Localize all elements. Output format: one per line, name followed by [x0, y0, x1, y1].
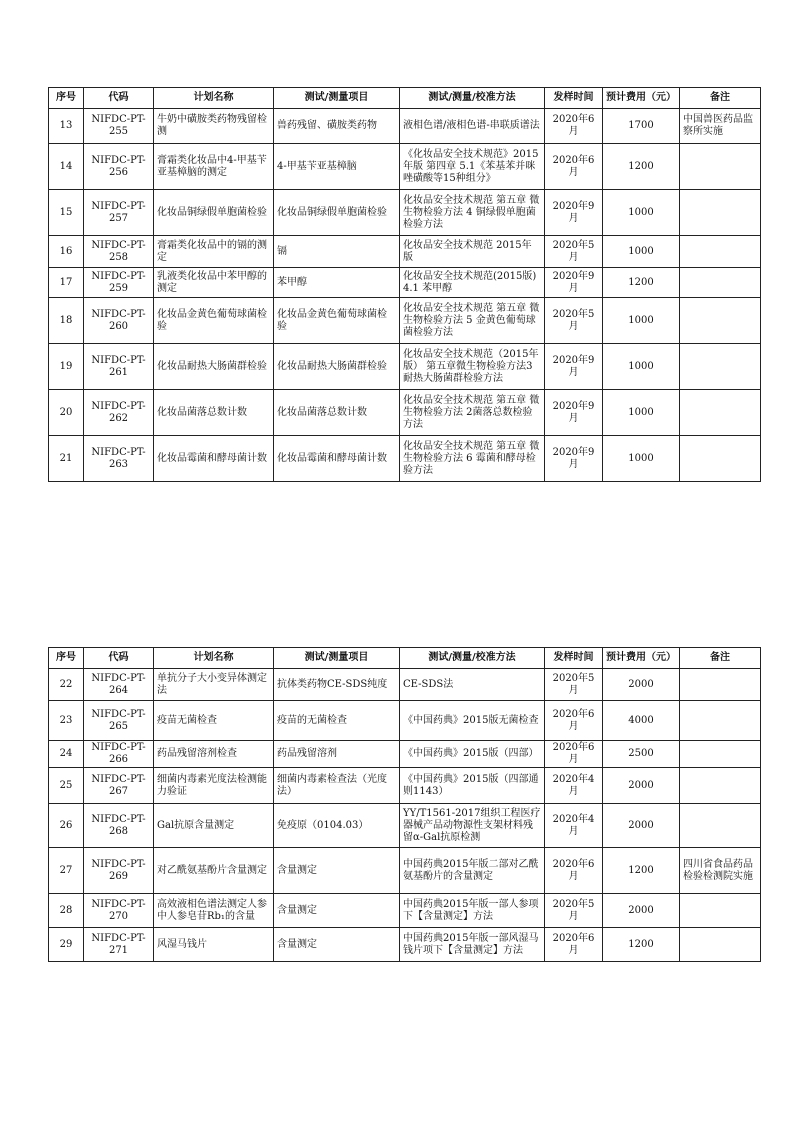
cell-code: NIFDC-PT-265	[84, 701, 154, 741]
cell-test-item: 化妆品霉菌和酵母菌计数	[274, 436, 400, 482]
cell-test-item: 4-甲基苄亚基樟脑	[274, 144, 400, 190]
cell-seq: 25	[49, 768, 84, 804]
cell-code: NIFDC-PT-261	[84, 344, 154, 390]
cell-plan-name: 化妆品耐热大肠菌群检验	[154, 344, 274, 390]
cell-fee: 1000	[603, 190, 680, 236]
cell-code: NIFDC-PT-259	[84, 268, 154, 298]
table-row	[49, 390, 761, 436]
cell-ship-date: 2020年9月	[545, 344, 603, 390]
cell-ship-date: 2020年9月	[545, 390, 603, 436]
cell-note	[680, 436, 761, 482]
header-fee: 预计费用（元）	[603, 88, 680, 109]
cell-test-item: 含量测定	[274, 928, 400, 962]
table-row	[49, 894, 761, 928]
cell-note: 四川省食品药品检验检测院实施	[680, 848, 761, 894]
cell-ship-date: 2020年6月	[545, 144, 603, 190]
cell-fee: 1200	[603, 848, 680, 894]
cell-ship-date: 2020年9月	[545, 436, 603, 482]
cell-note	[680, 344, 761, 390]
cell-method: 中国药典2015年版一部人参项下【含量测定】方法	[400, 894, 545, 928]
cell-test-item: 含量测定	[274, 894, 400, 928]
cell-note	[680, 298, 761, 344]
cell-code: NIFDC-PT-260	[84, 298, 154, 344]
cell-code: NIFDC-PT-268	[84, 804, 154, 848]
cell-seq: 22	[49, 669, 84, 701]
cell-plan-name: 药品残留溶剂检查	[154, 741, 274, 768]
cell-fee: 1200	[603, 268, 680, 298]
cell-plan-name: 化妆品金黄色葡萄球菌检验	[154, 298, 274, 344]
cell-seq: 23	[49, 701, 84, 741]
header-ship-date: 发样时间	[545, 88, 603, 109]
cell-method: 《中国药典》2015版（四部通则1143）	[400, 768, 545, 804]
cell-ship-date: 2020年6月	[545, 701, 603, 741]
cell-seq: 18	[49, 298, 84, 344]
cell-ship-date: 2020年5月	[545, 894, 603, 928]
cell-fee: 2000	[603, 804, 680, 848]
table-row	[49, 741, 761, 768]
cell-ship-date: 2020年9月	[545, 268, 603, 298]
cell-note	[680, 701, 761, 741]
cell-plan-name: Gal抗原含量测定	[154, 804, 274, 848]
table-row	[49, 344, 761, 390]
cell-plan-name: 高效液相色谱法测定人参中人参皂苷Rb₁的含量	[154, 894, 274, 928]
cell-method: 化妆品安全技术规范（2015年版） 第五章微生物检验方法3 耐热大肠菌群检验方法	[400, 344, 545, 390]
cell-fee: 2000	[603, 768, 680, 804]
cell-test-item: 化妆品耐热大肠菌群检验	[274, 344, 400, 390]
cell-method: 液相色谱/液相色谱-串联质谱法	[400, 109, 545, 144]
cell-ship-date: 2020年6月	[545, 741, 603, 768]
cell-test-item: 疫苗的无菌检查	[274, 701, 400, 741]
table-row	[49, 928, 761, 962]
cell-plan-name: 疫苗无菌检查	[154, 701, 274, 741]
header-plan-name: 计划名称	[154, 648, 274, 669]
cell-fee: 2500	[603, 741, 680, 768]
table-header-row	[49, 88, 761, 109]
cell-test-item: 抗体类药物CE-SDS纯度	[274, 669, 400, 701]
cell-note	[680, 268, 761, 298]
cell-method: 化妆品安全技术规范 2015年版	[400, 236, 545, 268]
cell-code: NIFDC-PT-271	[84, 928, 154, 962]
cell-seq: 13	[49, 109, 84, 144]
cell-seq: 26	[49, 804, 84, 848]
cell-plan-name: 单抗分子大小变异体测定法	[154, 669, 274, 701]
cell-fee: 1200	[603, 144, 680, 190]
cell-method: 《中国药典》2015版（四部）	[400, 741, 545, 768]
cell-note: 中国兽医药品监察所实施	[680, 109, 761, 144]
table-row	[49, 436, 761, 482]
cell-seq: 28	[49, 894, 84, 928]
cell-fee: 2000	[603, 894, 680, 928]
cell-fee: 4000	[603, 701, 680, 741]
header-seq: 序号	[49, 88, 84, 109]
cell-ship-date: 2020年9月	[545, 190, 603, 236]
cell-plan-name: 乳液类化妆品中苯甲醇的测定	[154, 268, 274, 298]
cell-test-item: 化妆品铜绿假单胞菌检验	[274, 190, 400, 236]
cell-seq: 14	[49, 144, 84, 190]
cell-method: 中国药典2015年版一部风湿马钱片项下【含量测定】方法	[400, 928, 545, 962]
cell-fee: 1000	[603, 298, 680, 344]
cell-note	[680, 144, 761, 190]
cell-code: NIFDC-PT-255	[84, 109, 154, 144]
cell-method: CE-SDS法	[400, 669, 545, 701]
cell-seq: 29	[49, 928, 84, 962]
table-row	[49, 109, 761, 144]
cell-ship-date: 2020年4月	[545, 768, 603, 804]
cell-plan-name: 化妆品霉菌和酵母菌计数	[154, 436, 274, 482]
cell-test-item: 药品残留溶剂	[274, 741, 400, 768]
cell-note	[680, 894, 761, 928]
cell-method: 中国药典2015年版二部对乙酰氨基酚片的含量测定	[400, 848, 545, 894]
cell-ship-date: 2020年5月	[545, 236, 603, 268]
cell-code: NIFDC-PT-262	[84, 390, 154, 436]
cell-test-item: 化妆品菌落总数计数	[274, 390, 400, 436]
cell-seq: 19	[49, 344, 84, 390]
cell-seq: 17	[49, 268, 84, 298]
cell-seq: 21	[49, 436, 84, 482]
cell-seq: 27	[49, 848, 84, 894]
cell-code: NIFDC-PT-263	[84, 436, 154, 482]
table-row	[49, 144, 761, 190]
cell-note	[680, 669, 761, 701]
cell-method: 《化妆品安全技术规范》2015年版 第四章 5.1《苯基苯并咪唑磺酸等15种组分》	[400, 144, 545, 190]
table-row	[49, 848, 761, 894]
cell-note	[680, 928, 761, 962]
cell-method: YY/T1561-2017组织工程医疗器械产品动物源性支架材料残留α-Gal抗原检测	[400, 804, 545, 848]
header-method: 测试/测量/校准方法	[400, 648, 545, 669]
cell-test-item: 免疫原（0104.03）	[274, 804, 400, 848]
header-test-item: 测试/测量项目	[274, 88, 400, 109]
header-code: 代码	[84, 88, 154, 109]
cell-fee: 1000	[603, 236, 680, 268]
cell-seq: 16	[49, 236, 84, 268]
cell-ship-date: 2020年5月	[545, 669, 603, 701]
cell-note	[680, 390, 761, 436]
cell-fee: 1200	[603, 928, 680, 962]
table-row	[49, 236, 761, 268]
cell-test-item: 含量测定	[274, 848, 400, 894]
cell-test-item: 兽药残留、磺胺类药物	[274, 109, 400, 144]
cell-code: NIFDC-PT-258	[84, 236, 154, 268]
header-plan-name: 计划名称	[154, 88, 274, 109]
cell-fee: 1700	[603, 109, 680, 144]
cell-test-item: 细菌内毒素检查法（光度法）	[274, 768, 400, 804]
cell-code: NIFDC-PT-256	[84, 144, 154, 190]
cell-method: 化妆品安全技术规范 第五章 微生物检验方法 5 金黄色葡萄球菌检验方法	[400, 298, 545, 344]
table-row	[49, 298, 761, 344]
cell-ship-date: 2020年6月	[545, 848, 603, 894]
cell-note	[680, 741, 761, 768]
cell-plan-name: 化妆品菌落总数计数	[154, 390, 274, 436]
cell-method: 化妆品安全技术规范 第五章 微生物检验方法 2菌落总数检验方法	[400, 390, 545, 436]
cell-ship-date: 2020年6月	[545, 109, 603, 144]
cell-method: 化妆品安全技术规范 第五章 微生物检验方法 4 铜绿假单胞菌检验方法	[400, 190, 545, 236]
cell-note	[680, 804, 761, 848]
header-ship-date: 发样时间	[545, 648, 603, 669]
plan-table-2	[48, 647, 761, 962]
header-test-item: 测试/测量项目	[274, 648, 400, 669]
cell-ship-date: 2020年5月	[545, 298, 603, 344]
table-row	[49, 701, 761, 741]
header-note: 备注	[680, 648, 761, 669]
cell-note	[680, 768, 761, 804]
cell-code: NIFDC-PT-266	[84, 741, 154, 768]
header-fee: 预计费用（元）	[603, 648, 680, 669]
table-row	[49, 768, 761, 804]
cell-plan-name: 牛奶中磺胺类药物残留检测	[154, 109, 274, 144]
cell-fee: 1000	[603, 436, 680, 482]
cell-code: NIFDC-PT-270	[84, 894, 154, 928]
cell-test-item: 化妆品金黄色葡萄球菌检验	[274, 298, 400, 344]
cell-method: 化妆品安全技术规范 第五章 微生物检验方法 6 霉菌和酵母检验方法	[400, 436, 545, 482]
cell-fee: 1000	[603, 390, 680, 436]
header-method: 测试/测量/校准方法	[400, 88, 545, 109]
cell-plan-name: 膏霜类化妆品中的镉的测定	[154, 236, 274, 268]
cell-seq: 24	[49, 741, 84, 768]
table-row	[49, 268, 761, 298]
header-code: 代码	[84, 648, 154, 669]
cell-fee: 1000	[603, 344, 680, 390]
cell-test-item: 苯甲醇	[274, 268, 400, 298]
table-row	[49, 804, 761, 848]
cell-plan-name: 膏霜类化妆品中4-甲基苄亚基樟脑的测定	[154, 144, 274, 190]
plan-table-1	[48, 87, 761, 482]
cell-note	[680, 236, 761, 268]
cell-seq: 15	[49, 190, 84, 236]
cell-plan-name: 对乙酰氨基酚片含量测定	[154, 848, 274, 894]
cell-seq: 20	[49, 390, 84, 436]
cell-code: NIFDC-PT-257	[84, 190, 154, 236]
cell-ship-date: 2020年6月	[545, 928, 603, 962]
header-note: 备注	[680, 88, 761, 109]
cell-plan-name: 化妆品铜绿假单胞菌检验	[154, 190, 274, 236]
table-row	[49, 190, 761, 236]
cell-fee: 2000	[603, 669, 680, 701]
cell-code: NIFDC-PT-267	[84, 768, 154, 804]
cell-test-item: 镉	[274, 236, 400, 268]
cell-note	[680, 190, 761, 236]
cell-code: NIFDC-PT-264	[84, 669, 154, 701]
cell-plan-name: 细菌内毒素光度法检测能力验证	[154, 768, 274, 804]
table-row	[49, 669, 761, 701]
header-seq: 序号	[49, 648, 84, 669]
cell-plan-name: 风湿马钱片	[154, 928, 274, 962]
cell-ship-date: 2020年4月	[545, 804, 603, 848]
cell-method: 化妆品安全技术规范(2015版) 4.1 苯甲醇	[400, 268, 545, 298]
cell-method: 《中国药典》2015版无菌检查	[400, 701, 545, 741]
table-header-row	[49, 648, 761, 669]
cell-code: NIFDC-PT-269	[84, 848, 154, 894]
